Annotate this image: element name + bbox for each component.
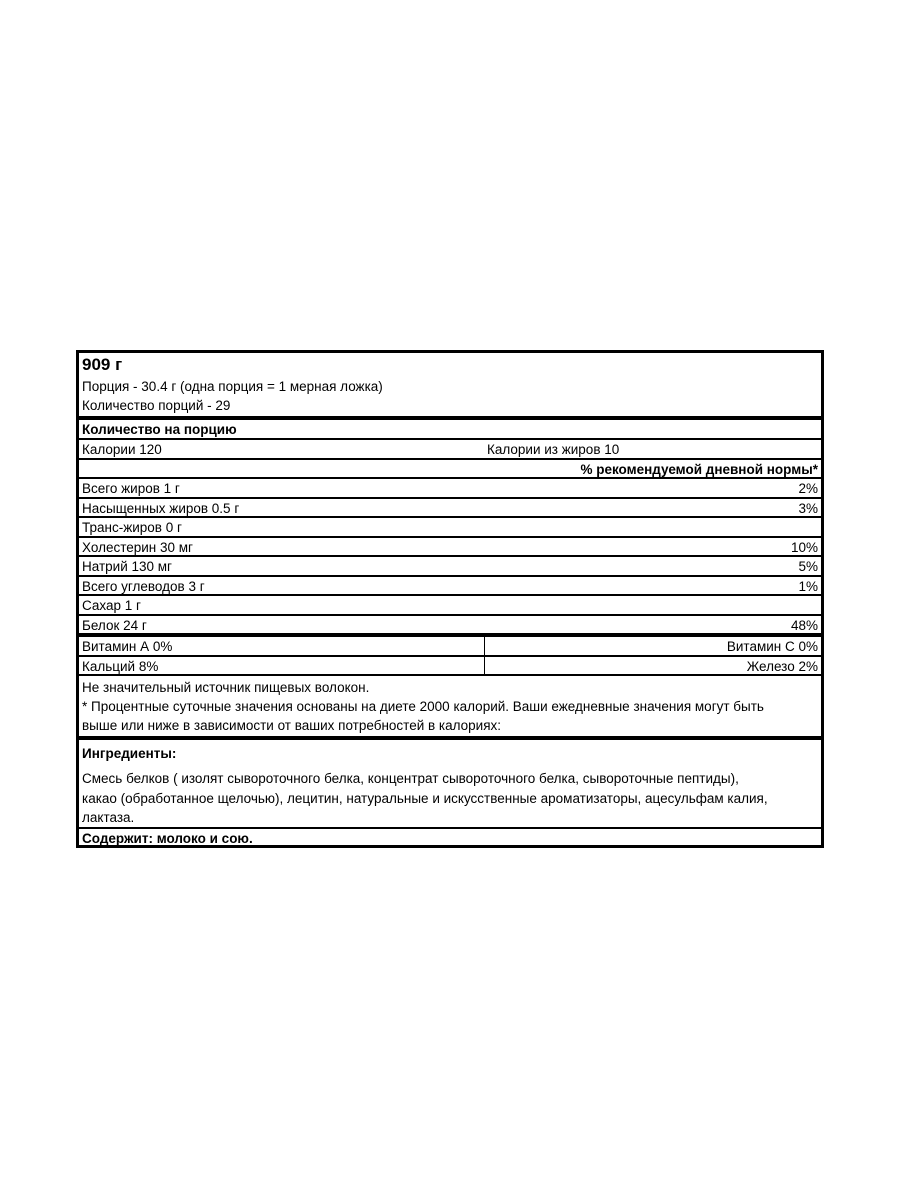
divider bbox=[79, 674, 821, 676]
allergens-note: Содержит: молоко и сою. bbox=[82, 831, 253, 846]
vitamin-row bbox=[79, 637, 821, 656]
package-weight: 909 г bbox=[82, 355, 123, 374]
fiber-note: Не значительный источник пищевых волокон. bbox=[82, 680, 370, 695]
nutrient-row bbox=[79, 557, 821, 576]
ingredients-text: какао (обработанное щелочью), лецитин, натуральные и искусственные ароматизаторы, ацесульфам калия, bbox=[82, 791, 768, 806]
vitamin-right: Железо 2% bbox=[746, 659, 818, 674]
nutrient-name: Холестерин 30 мг bbox=[82, 540, 193, 555]
ingredients-text: Смесь белков ( изолят сывороточного белка, концентрат сывороточного белка, сывороточные пептиды), bbox=[82, 771, 739, 786]
calories-row bbox=[79, 440, 821, 459]
calories-label: Калории 120 bbox=[82, 442, 162, 457]
nutrient-row bbox=[79, 596, 821, 615]
nutrient-dv: 2% bbox=[798, 481, 818, 496]
nutrient-name: Всего углеводов 3 г bbox=[82, 579, 205, 594]
nutrient-dv: 48% bbox=[790, 618, 818, 633]
nutrient-dv: 1% bbox=[798, 579, 818, 594]
servings-count: Количество порций - 29 bbox=[82, 398, 231, 413]
thick-divider bbox=[79, 736, 821, 740]
amount-per-serving-heading: Количество на порцию bbox=[82, 422, 237, 437]
nutrient-row bbox=[79, 518, 821, 537]
nutrient-name: Белок 24 г bbox=[82, 618, 147, 633]
calories-from-fat: Калории из жиров 10 bbox=[487, 442, 620, 457]
serving-size: Порция - 30.4 г (одна порция = 1 мерная ложка) bbox=[82, 379, 383, 394]
nutrient-name: Всего жиров 1 г bbox=[82, 481, 180, 496]
nutrient-dv: 10% bbox=[790, 540, 818, 555]
daily-value-heading: % рекомендуемой дневной нормы* bbox=[580, 462, 818, 477]
daily-value-note: выше или ниже в зависимости от ваших потребностей в калориях: bbox=[82, 718, 502, 733]
vitamin-left: Витамин А 0% bbox=[82, 639, 173, 654]
nutrition-facts-label bbox=[76, 350, 824, 848]
daily-value-note: * Процентные суточные значения основаны на диете 2000 калорий. Ваши ежедневные значения могут быть bbox=[82, 699, 764, 714]
nutrient-name: Транс-жиров 0 г bbox=[82, 520, 182, 535]
nutrient-row bbox=[79, 479, 821, 498]
column-divider bbox=[484, 637, 485, 675]
nutrient-dv: 3% bbox=[798, 501, 818, 516]
nutrient-name: Насыщенных жиров 0.5 г bbox=[82, 501, 240, 516]
vitamin-left: Кальций 8% bbox=[82, 659, 159, 674]
nutrient-name: Сахар 1 г bbox=[82, 598, 141, 613]
ingredients-title: Ингредиенты: bbox=[82, 746, 177, 761]
vitamin-right: Витамин С 0% bbox=[726, 639, 818, 654]
ingredients-text: лактаза. bbox=[82, 810, 135, 825]
nutrient-name: Натрий 130 мг bbox=[82, 559, 172, 574]
nutrient-dv: 5% bbox=[798, 559, 818, 574]
